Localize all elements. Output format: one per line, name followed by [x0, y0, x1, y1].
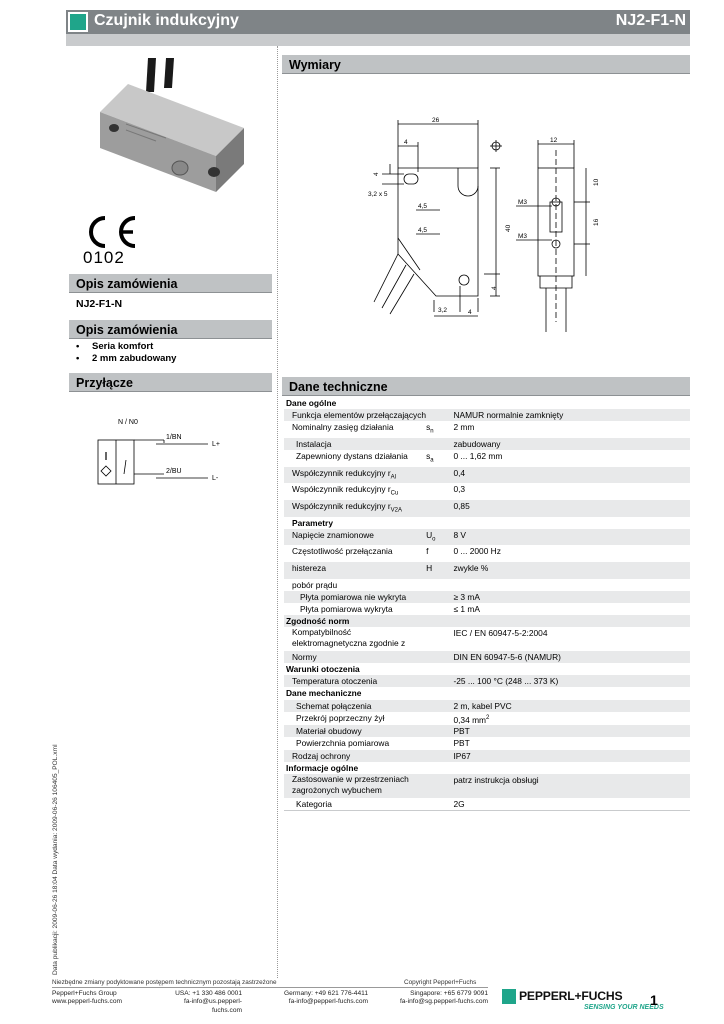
- table-cell-value: patrz instrukcja obsługi: [453, 774, 690, 798]
- table-cell-value: NAMUR normalnie zamknięty: [453, 409, 690, 421]
- table-cell-label: Nominalny zasięg działania: [292, 422, 394, 433]
- table-cell-value: PBT: [453, 738, 470, 749]
- table-cell-symbol: [426, 774, 453, 798]
- table-cell-symbol: [426, 798, 453, 811]
- pepperl-fuchs-logo-icon: [502, 989, 516, 1004]
- logo-tagline: SENSING YOUR NEEDS: [584, 1004, 664, 1011]
- table-cell-label: Kompatybilność elektromagnetyczna zgodnie z: [292, 627, 406, 649]
- table-row: [284, 700, 690, 712]
- table-cell-value: DIN EN 60947-5-6 (NAMUR): [453, 651, 690, 663]
- ce-mark-icon: [83, 214, 143, 250]
- footer-col-group: Pepperl+Fuchs Group www.pepperl-fuchs.com: [52, 990, 122, 1006]
- footer-col-usa: USA: +1 330 486 0001 fa-info@us.pepperl-fuchs.com: [175, 990, 242, 1014]
- table-row: [284, 798, 690, 811]
- table-cell-symbol: [426, 500, 453, 517]
- table-row: [284, 750, 690, 762]
- table-cell-label: pobór prądu: [292, 579, 338, 590]
- section-order-heading-2: Opis zamówienia: [69, 320, 272, 339]
- table-cell-symbol: [426, 591, 453, 603]
- table-cell-value: [453, 762, 690, 774]
- footer-col-singapore: Singapore: +65 6779 9091 fa-info@sg.pepperl-fuchs.com: [399, 990, 488, 1006]
- footer-rule: [52, 987, 488, 988]
- table-cell-symbol: [426, 737, 453, 749]
- table-cell-label: Częstotliwość przełączania: [292, 546, 393, 557]
- table-cell-value: [453, 615, 690, 627]
- dim-m3b: M3: [518, 233, 528, 240]
- table-cell-value: [453, 687, 690, 699]
- table-row: [284, 579, 690, 591]
- dim-4b: 4: [373, 172, 380, 176]
- header-rule: [66, 34, 690, 46]
- ce-number: 0102: [83, 248, 125, 267]
- table-cell-label: Współczynnik redukcyjny $r_{V2A}$: [284, 500, 426, 517]
- connection-diagram: [96, 412, 236, 492]
- table-cell-value: [453, 517, 690, 529]
- feature-list: [76, 341, 176, 365]
- dim-4-5a: 4,5: [418, 203, 428, 210]
- sidebar-publication-info: Data publikacji: 2009-06-26 18:04 Data wydania: 2009-06-26 106405_POL.xml: [52, 744, 59, 975]
- dim-4d: 4: [468, 309, 472, 316]
- table-cell-symbol: $s_n$: [426, 422, 434, 435]
- table-cell-value: 2 m, kabel PVC: [453, 700, 690, 712]
- list-item: • Seria komfort: [76, 341, 176, 353]
- table-cell-value: PBT: [453, 725, 690, 737]
- dimension-drawing: [360, 110, 620, 332]
- section-connection-heading: Przyłącze: [69, 373, 272, 392]
- wire-label-1: 1/BN: [166, 434, 182, 441]
- table-row: [284, 591, 690, 603]
- table-cell-label: Napięcie znamionowe: [284, 529, 426, 546]
- table-row: [284, 562, 690, 579]
- table-cell-label: Funkcja elementów przełączających: [284, 409, 426, 421]
- table-cell-symbol: [426, 397, 453, 409]
- dim-4-5b: 4,5: [418, 227, 428, 234]
- dim-16: 16: [593, 218, 600, 226]
- table-cell-value: [453, 397, 690, 409]
- table-cell-value: [453, 663, 690, 675]
- table-cell-symbol: [426, 579, 453, 591]
- table-cell-symbol: [426, 467, 453, 484]
- page-title: Czujnik indukcyjny: [94, 12, 239, 29]
- logo-text: PEPPERL+FUCHS: [519, 989, 623, 1003]
- table-cell-label: Materiał obudowy: [284, 725, 426, 737]
- table-cell-symbol: H: [426, 562, 453, 579]
- table-row: [284, 774, 690, 798]
- table-cell-symbol: [426, 627, 453, 651]
- table-cell-symbol: [426, 651, 453, 663]
- table-cell-label: Przekrój poprzeczny żył: [296, 712, 385, 723]
- page-number: 1: [650, 992, 658, 1008]
- table-cell-value: IEC / EN 60947-5-2:2004: [453, 628, 548, 639]
- table-cell-value: zabudowany: [453, 438, 690, 450]
- table-row: [284, 409, 690, 421]
- column-divider: [277, 46, 278, 978]
- table-cell-label: Zastosowanie w przestrzeniach zagrożonych wybuchem: [284, 774, 426, 798]
- order-code: NJ2-F1-N: [76, 298, 123, 310]
- list-item: • 2 mm zabudowany: [76, 353, 176, 365]
- table-cell-label: Rodzaj ochrony: [284, 750, 426, 762]
- table-cell-label: Dane mechaniczne: [286, 688, 362, 699]
- table-cell-label: histereza: [284, 562, 426, 579]
- table-cell-symbol: [426, 483, 453, 500]
- section-tech-heading: Dane techniczne: [282, 377, 690, 396]
- table-row: [284, 651, 690, 663]
- table-cell-value: ≤ 1 mA: [453, 603, 480, 614]
- table-cell-label: Instalacja: [284, 438, 426, 450]
- table-cell-symbol: [426, 663, 453, 675]
- terminal-label-1: L+: [212, 441, 220, 448]
- table-row: [284, 675, 690, 687]
- table-cell-label: Zapewniony dystans działania: [296, 450, 408, 461]
- table-row: [284, 627, 690, 651]
- table-cell-label: Płyta pomiarowa nie wykryta: [284, 591, 426, 603]
- table-cell-symbol: [426, 603, 453, 615]
- table-cell-label: Zgodność norm: [284, 615, 426, 627]
- table-cell-label: Schemat połączenia: [284, 700, 426, 712]
- table-row: [284, 545, 690, 562]
- table-cell-value: ≥ 3 mA: [453, 591, 690, 603]
- table-cell-value: 0,34 $mm^2$: [453, 714, 490, 725]
- table-cell-label: Dane ogólne: [286, 398, 337, 408]
- product-photo: [96, 58, 246, 198]
- header-bar: [66, 10, 690, 34]
- dim-4a: 4: [404, 139, 408, 146]
- dim-m3a: M3: [518, 199, 528, 206]
- table-cell-value: 2 mm: [453, 422, 475, 433]
- table-cell-symbol: [426, 409, 453, 421]
- table-cell-value: [453, 579, 690, 591]
- table-cell-label: Temperatura otoczenia: [284, 675, 426, 687]
- header-square-icon: [68, 12, 88, 32]
- product-code: NJ2-F1-N: [615, 12, 686, 29]
- table-row: [284, 725, 690, 737]
- table-group-row: [284, 663, 690, 675]
- table-group-row: [284, 397, 690, 409]
- terminal-label-2: L-: [212, 475, 219, 482]
- table-cell-symbol: [426, 725, 453, 737]
- table-cell-symbol: [426, 517, 453, 529]
- table-row: [284, 737, 690, 749]
- table-row: [284, 467, 690, 484]
- table-row: [284, 712, 690, 726]
- table-cell-symbol: [426, 438, 453, 450]
- table-row: [284, 483, 690, 500]
- table-cell-label: Kategoria: [284, 798, 426, 811]
- table-cell-symbol: [426, 762, 453, 774]
- table-cell-label: Powierzchnia pomiarowa: [296, 738, 390, 749]
- table-row: [284, 500, 690, 517]
- dim-40: 40: [505, 224, 512, 232]
- table-cell-symbol: f: [426, 546, 429, 557]
- dim-3-2x5: 3,2 x 5: [368, 191, 388, 198]
- table-row: [284, 421, 690, 438]
- footer-copyright: Copyright Pepperl+Fuchs: [404, 979, 477, 986]
- table-cell-value: 0 ... 1,62 mm: [453, 450, 503, 461]
- table-cell-value: 0,3: [453, 484, 466, 495]
- dim-4c: 4: [491, 286, 498, 290]
- table-cell-symbol: $s_a$: [426, 450, 434, 464]
- table-cell-label: Informacje ogólne: [286, 762, 359, 773]
- table-row: [284, 529, 690, 546]
- table-cell-value: 0 ... 2000 Hz: [453, 546, 501, 557]
- table-cell-value: 8 V: [453, 529, 690, 546]
- table-cell-symbol: [426, 615, 453, 627]
- table-row: [284, 603, 690, 615]
- conn-label-top: N / N0: [118, 419, 138, 426]
- table-cell-value: IP67: [453, 750, 690, 762]
- table-cell-value: zwykle %: [453, 562, 690, 579]
- table-row: [284, 438, 690, 450]
- table-cell-symbol: [426, 687, 453, 699]
- footer-col-germany: Germany: +49 621 776-4411 fa-info@pepperl-fuchs.com: [283, 990, 368, 1006]
- section-dimensions-heading: Wymiary: [282, 55, 690, 74]
- table-cell-value: 2G: [453, 798, 690, 811]
- table-cell-value: 0,85: [453, 500, 690, 517]
- table-cell-label: Współczynnik redukcyjny $r_{Al}$: [284, 467, 426, 484]
- table-cell-symbol: [426, 750, 453, 762]
- table-cell-symbol: $U_o$: [426, 529, 453, 546]
- dim-12: 12: [550, 137, 558, 144]
- dim-10: 10: [593, 178, 600, 186]
- section-order-heading: Opis zamówienia: [69, 274, 272, 293]
- table-cell-symbol: [426, 712, 453, 726]
- table-group-row: [284, 687, 690, 699]
- footer-note: Niezbędne zmiany podyktowane postępem technicznym pozostają zastrzeżone: [52, 979, 277, 986]
- table-group-row: [284, 762, 690, 774]
- table-cell-symbol: [426, 675, 453, 687]
- table-group-row: [284, 615, 690, 627]
- table-cell-label: Parametry: [292, 517, 333, 528]
- table-cell-label: Płyta pomiarowa wykryta: [300, 603, 393, 614]
- dim-26: 26: [432, 117, 440, 124]
- table-cell-value: 0,4: [453, 467, 690, 484]
- table-cell-label: Normy: [284, 651, 426, 663]
- table-row: [284, 450, 690, 467]
- table-cell-label: Współczynnik redukcyjny $r_{Cu}$: [292, 484, 399, 497]
- table-cell-symbol: [426, 700, 453, 712]
- table-cell-value: -25 ... 100 °C (248 ... 373 K): [453, 675, 690, 687]
- table-group-row: [284, 517, 690, 529]
- tech-table: [284, 397, 690, 811]
- table-cell-label: Warunki otoczenia: [286, 664, 360, 675]
- dim-3-2: 3,2: [438, 307, 448, 314]
- wire-label-2: 2/BU: [166, 468, 182, 475]
